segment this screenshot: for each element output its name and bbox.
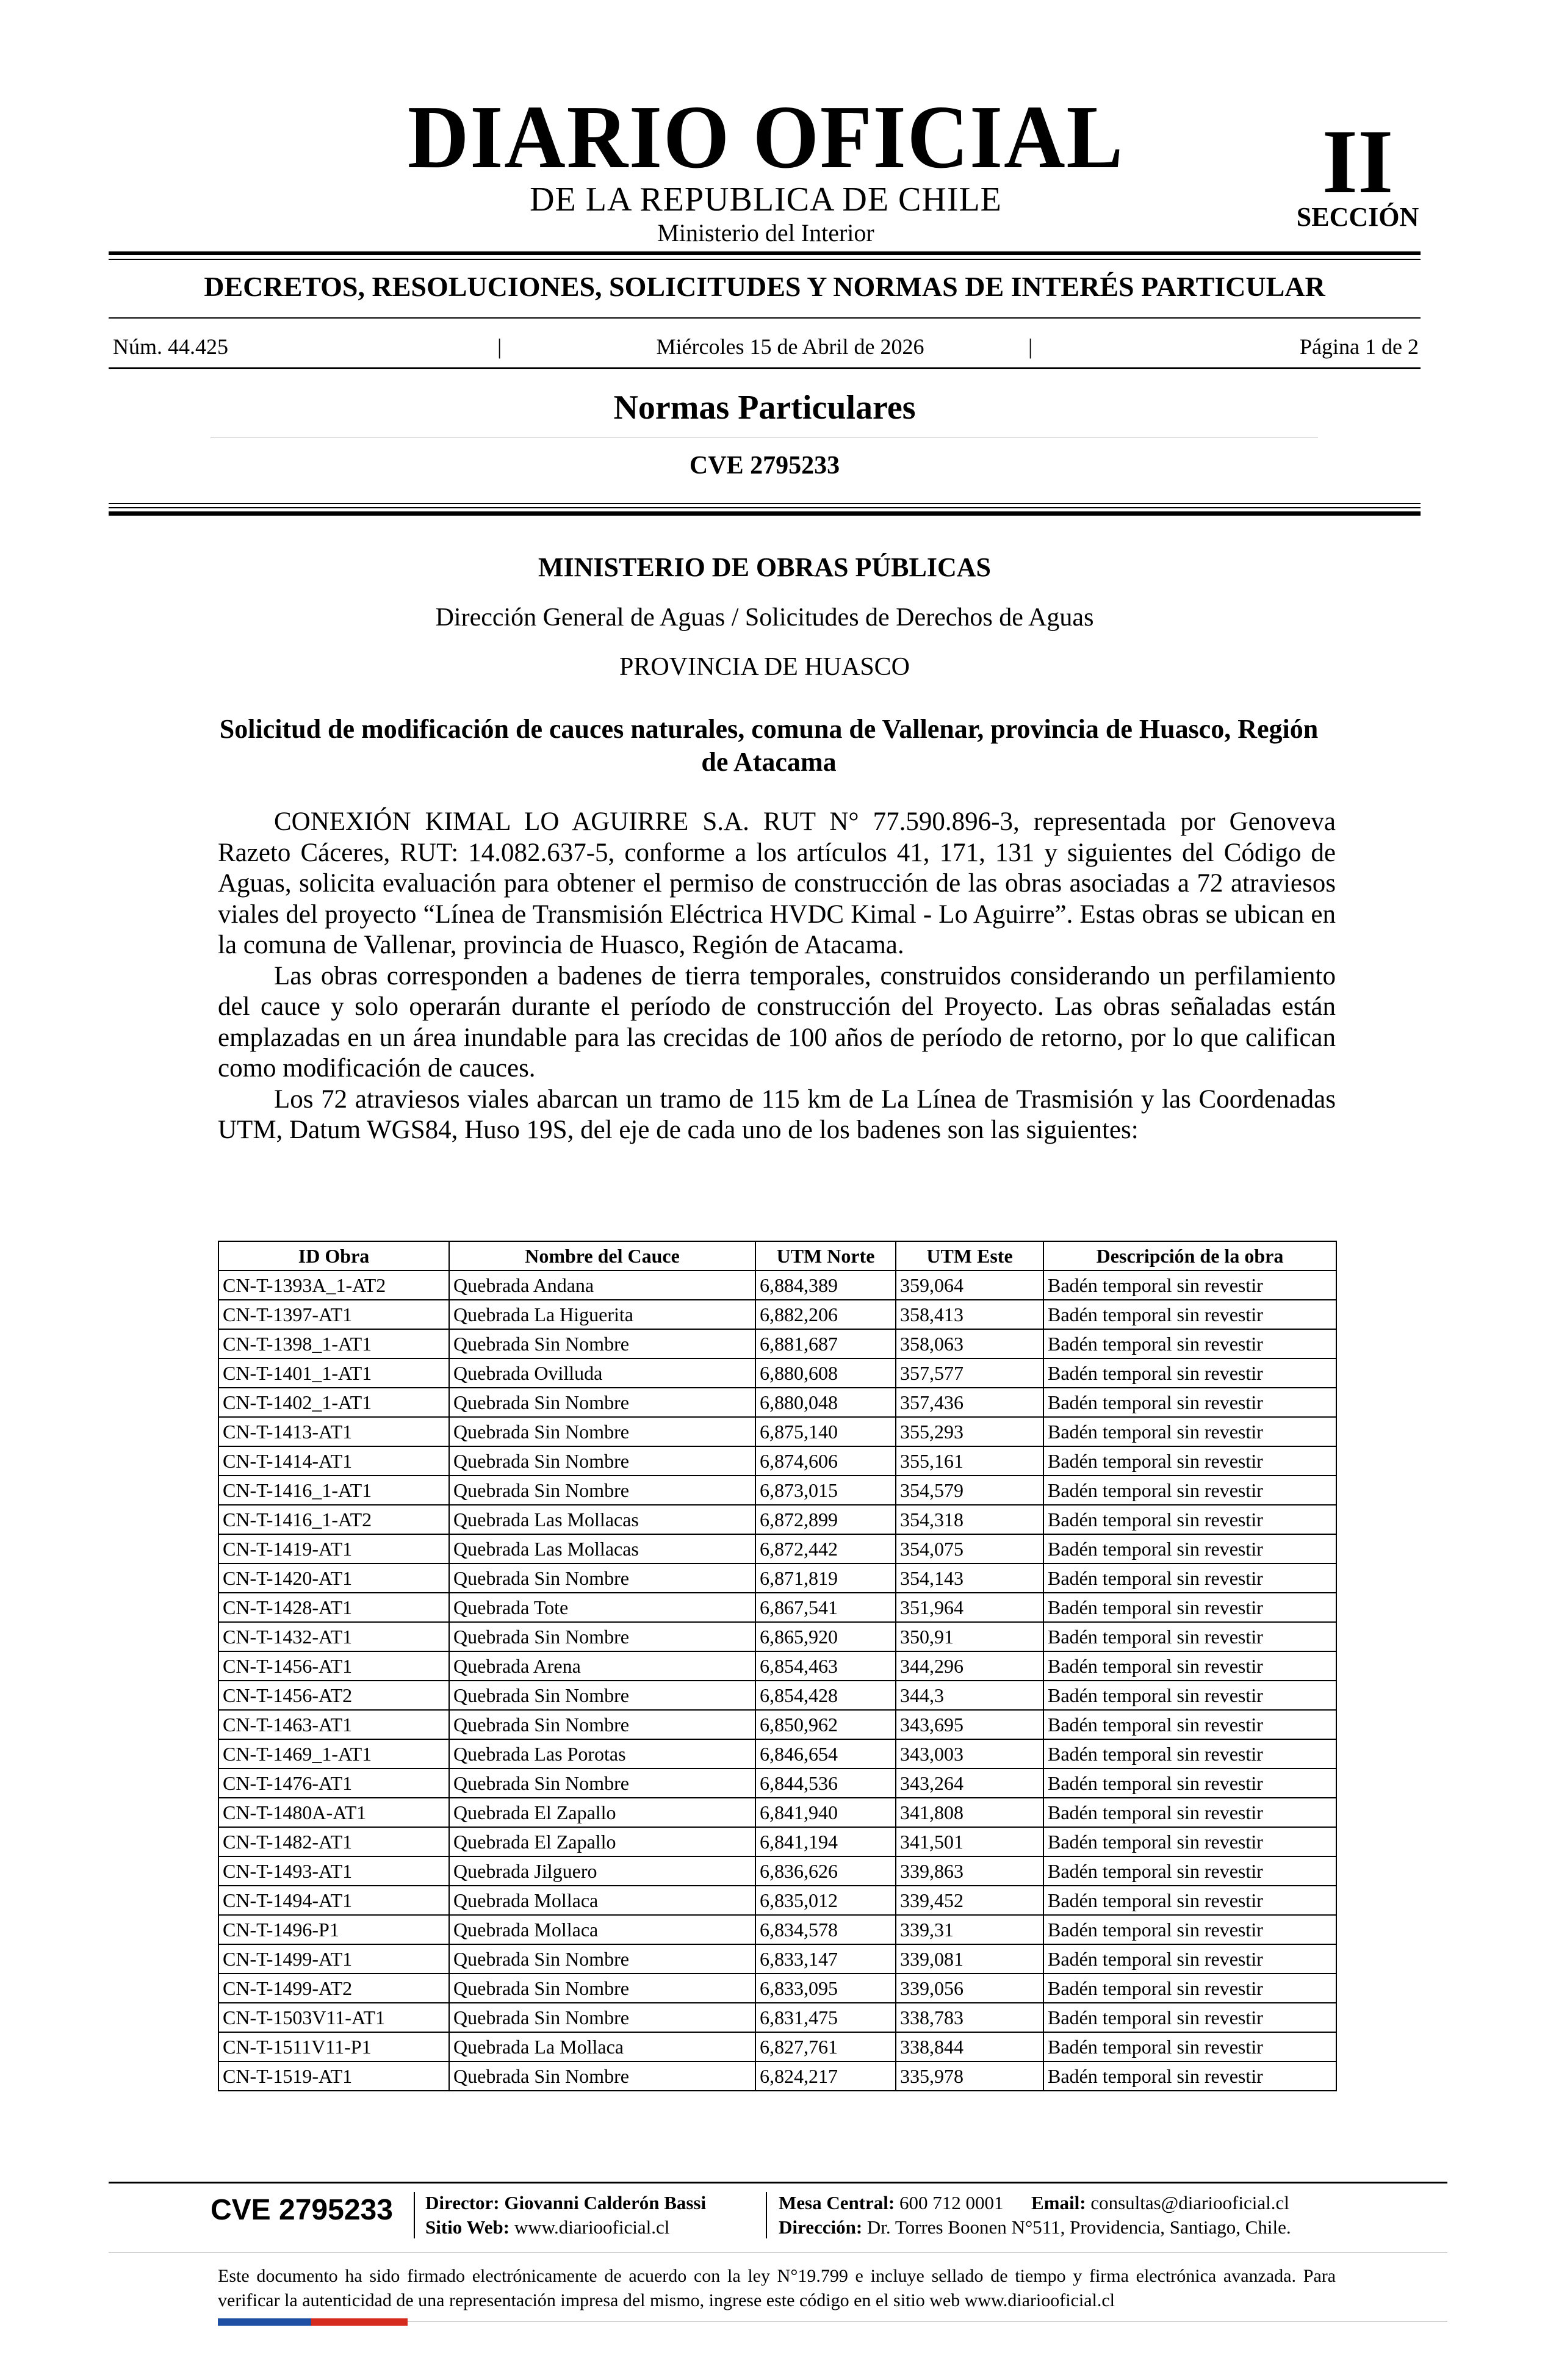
cell-utm-norte: 6,833,095 [755, 1974, 896, 2003]
table-row [218, 1798, 1336, 1827]
cell-descripcion: Badén temporal sin revestir [1043, 1769, 1336, 1798]
info-rule [109, 367, 1421, 369]
cell-id-obra: CN-T-1416_1-AT2 [218, 1505, 449, 1534]
cell-utm-este: 354,143 [896, 1563, 1043, 1593]
cve-code: CVE 2795233 [689, 452, 840, 480]
cell-id-obra: CN-T-1456-AT2 [218, 1681, 449, 1710]
header-descripcion: Descripción de la obra [1043, 1241, 1336, 1271]
cell-id-obra: CN-T-1402_1-AT1 [218, 1388, 449, 1417]
cell-utm-norte: 6,841,940 [755, 1798, 896, 1827]
cell-nombre-cauce: Quebrada Sin Nombre [449, 1446, 755, 1476]
cell-descripcion: Badén temporal sin revestir [1043, 2061, 1336, 2091]
cell-descripcion: Badén temporal sin revestir [1043, 1915, 1336, 1944]
cell-id-obra: CN-T-1463-AT1 [218, 1710, 449, 1739]
info-separator: | [1028, 334, 1033, 359]
cell-descripcion: Badén temporal sin revestir [1043, 1446, 1336, 1476]
paragraph: Las obras corresponden a badenes de tierra temporales, construidos considerando un perfilamiento del cauce y solo operarán durante el período de construcción del Proyecto. Las obras señaladas están emplazadas en un área inundable para las crecidas de 100 años de período de retorno, por lo que califican como modificación de cauces. [218, 961, 1336, 1083]
cell-utm-este: 358,413 [896, 1300, 1043, 1329]
cell-nombre-cauce: Quebrada Andana [449, 1271, 755, 1300]
document-title: Solicitud de modificación de cauces naturales, comuna de Vallenar, provincia de Huasco, Región de Atacama [219, 714, 1319, 777]
cell-nombre-cauce: Quebrada El Zapallo [449, 1798, 755, 1827]
cell-descripcion: Badén temporal sin revestir [1043, 1505, 1336, 1534]
cell-utm-norte: 6,827,761 [755, 2032, 896, 2061]
heading-rule [211, 437, 1318, 438]
director-value: Giovanni Calderón Bassi [504, 2192, 707, 2213]
website-label: Sitio Web: [425, 2216, 510, 2238]
cell-nombre-cauce: Quebrada La Mollaca [449, 2032, 755, 2061]
cell-id-obra: CN-T-1493-AT1 [218, 1856, 449, 1886]
table-row [218, 1534, 1336, 1563]
cell-id-obra: CN-T-1496-P1 [218, 1915, 449, 1944]
cell-descripcion: Badén temporal sin revestir [1043, 1271, 1336, 1300]
cell-nombre-cauce: Quebrada Sin Nombre [449, 1681, 755, 1710]
cell-descripcion: Badén temporal sin revestir [1043, 1329, 1336, 1358]
issue-date: Miércoles 15 de Abril de 2026 [656, 334, 924, 359]
footer-contact-block [779, 2191, 1291, 2240]
cell-utm-este: 344,3 [896, 1681, 1043, 1710]
cell-id-obra: CN-T-1499-AT1 [218, 1944, 449, 1974]
table-row [218, 1300, 1336, 1329]
top-rule-thick [109, 251, 1421, 255]
footer-cve-code: CVE 2795233 [211, 2194, 393, 2226]
header-id-obra: ID Obra [218, 1241, 449, 1271]
banner-rule [109, 317, 1421, 319]
coordinates-table [218, 1241, 1337, 2091]
direccion-heading: Dirección General de Aguas / Solicitudes de Derechos de Aguas [435, 604, 1094, 632]
cell-nombre-cauce: Quebrada El Zapallo [449, 1827, 755, 1856]
cell-utm-este: 339,31 [896, 1915, 1043, 1944]
table-row [218, 1886, 1336, 1915]
info-separator: | [497, 334, 502, 359]
director-label: Director: [425, 2192, 500, 2213]
footer-website [425, 2215, 706, 2240]
cell-utm-norte: 6,874,606 [755, 1446, 896, 1476]
cell-id-obra: CN-T-1397-AT1 [218, 1300, 449, 1329]
footer-director [425, 2191, 706, 2215]
header-utm-norte: UTM Norte [755, 1241, 896, 1271]
address-label: Dirección: [779, 2216, 863, 2238]
cell-utm-norte: 6,854,428 [755, 1681, 896, 1710]
header-nombre-cauce: Nombre del Cauce [449, 1241, 755, 1271]
cell-utm-norte: 6,872,899 [755, 1505, 896, 1534]
email-link[interactable]: consultas@diariooficial.cl [1090, 2192, 1289, 2213]
cell-descripcion: Badén temporal sin revestir [1043, 1622, 1336, 1651]
footer-contact-line [779, 2191, 1291, 2215]
cell-descripcion: Badén temporal sin revestir [1043, 1827, 1336, 1856]
cell-nombre-cauce: Quebrada Sin Nombre [449, 1417, 755, 1446]
cell-utm-este: 339,863 [896, 1856, 1043, 1886]
cell-utm-este: 335,978 [896, 2061, 1043, 2091]
cell-id-obra: CN-T-1398_1-AT1 [218, 1329, 449, 1358]
cell-utm-este: 354,579 [896, 1476, 1043, 1505]
section-banner: DECRETOS, RESOLUCIONES, SOLICITUDES Y NORMAS DE INTERÉS PARTICULAR [204, 271, 1325, 302]
cell-utm-este: 358,063 [896, 1329, 1043, 1358]
table-row [218, 1681, 1336, 1710]
section-number: II [1322, 111, 1394, 212]
cell-nombre-cauce: Quebrada Sin Nombre [449, 1622, 755, 1651]
website-link[interactable]: www.diariooficial.cl [514, 2216, 670, 2238]
cell-utm-norte: 6,872,442 [755, 1534, 896, 1563]
cell-descripcion: Badén temporal sin revestir [1043, 1534, 1336, 1563]
cell-descripcion: Badén temporal sin revestir [1043, 1739, 1336, 1769]
flag-bar-blue [218, 2318, 311, 2326]
cell-id-obra: CN-T-1428-AT1 [218, 1593, 449, 1622]
table-row [218, 2061, 1336, 2091]
cell-nombre-cauce: Quebrada Tote [449, 1593, 755, 1622]
cell-utm-norte: 6,882,206 [755, 1300, 896, 1329]
table-row [218, 1446, 1336, 1476]
footer-address-line [779, 2215, 1291, 2240]
header-utm-este: UTM Este [896, 1241, 1043, 1271]
cell-nombre-cauce: Quebrada Las Porotas [449, 1739, 755, 1769]
cell-utm-norte: 6,846,654 [755, 1739, 896, 1769]
cell-nombre-cauce: Quebrada Mollaca [449, 1886, 755, 1915]
cell-utm-este: 343,003 [896, 1739, 1043, 1769]
paragraph: Los 72 atraviesos viales abarcan un tramo de 115 km de La Línea de Trasmisión y las Coordenadas UTM, Datum WGS84, Huso 19S, del eje de cada uno de los badenes son las siguientes: [218, 1084, 1336, 1144]
cell-descripcion: Badén temporal sin revestir [1043, 1944, 1336, 1974]
cell-utm-norte: 6,841,194 [755, 1827, 896, 1856]
table-row [218, 2032, 1336, 2061]
cell-utm-norte: 6,844,536 [755, 1769, 896, 1798]
table-row [218, 1271, 1336, 1300]
cell-id-obra: CN-T-1401_1-AT1 [218, 1358, 449, 1388]
cell-id-obra: CN-T-1469_1-AT1 [218, 1739, 449, 1769]
cell-utm-norte: 6,873,015 [755, 1476, 896, 1505]
table-row [218, 1944, 1336, 1974]
cell-utm-este: 338,844 [896, 2032, 1043, 2061]
cell-nombre-cauce: Quebrada La Higuerita [449, 1300, 755, 1329]
cell-utm-este: 357,577 [896, 1358, 1043, 1388]
cell-utm-este: 350,91 [896, 1622, 1043, 1651]
cell-nombre-cauce: Quebrada Sin Nombre [449, 1476, 755, 1505]
table-header-row [218, 1241, 1336, 1271]
cell-descripcion: Badén temporal sin revestir [1043, 1476, 1336, 1505]
cell-utm-norte: 6,875,140 [755, 1417, 896, 1446]
cell-nombre-cauce: Quebrada Las Mollacas [449, 1505, 755, 1534]
flag-bar-red [311, 2318, 408, 2326]
masthead-title: DIARIO OFICIAL [407, 87, 1125, 187]
cell-descripcion: Badén temporal sin revestir [1043, 1710, 1336, 1739]
cell-utm-este: 357,436 [896, 1388, 1043, 1417]
cell-nombre-cauce: Quebrada Arena [449, 1651, 755, 1681]
table-row [218, 1739, 1336, 1769]
cell-utm-norte: 6,835,012 [755, 1886, 896, 1915]
table-row [218, 1622, 1336, 1651]
cell-utm-este: 339,056 [896, 1974, 1043, 2003]
cell-nombre-cauce: Quebrada Mollaca [449, 1915, 755, 1944]
footer-divider [414, 2192, 415, 2238]
table-row [218, 1563, 1336, 1593]
cell-utm-norte: 6,871,819 [755, 1563, 896, 1593]
cell-descripcion: Badén temporal sin revestir [1043, 1417, 1336, 1446]
paragraph: CONEXIÓN KIMAL LO AGUIRRE S.A. RUT N° 77.590.896-3, representada por Genoveva Razeto Cáceres, RUT: 14.082.637-5, conforme a los artículos 41, 171, 131 y siguientes del Código de Aguas, solicita evaluación para obtener el permiso de construcción de las obras asociadas a 72 atraviesos viales del proyecto “Línea de Transmisión Eléctrica HVDC Kimal - Lo Aguirre”. Estas obras se ubican en la comuna de Vallenar, provincia de Huasco, Región de Atacama. [218, 807, 1336, 959]
footer-rule-bottom [408, 2321, 1447, 2322]
cell-utm-norte: 6,881,687 [755, 1329, 896, 1358]
mesa-value: 600 712 0001 [899, 2192, 1004, 2213]
cell-id-obra: CN-T-1499-AT2 [218, 1974, 449, 2003]
cell-utm-norte: 6,834,578 [755, 1915, 896, 1944]
table-row [218, 2003, 1336, 2032]
table-row [218, 1856, 1336, 1886]
cell-id-obra: CN-T-1482-AT1 [218, 1827, 449, 1856]
cell-utm-norte: 6,854,463 [755, 1651, 896, 1681]
cell-utm-este: 343,264 [896, 1769, 1043, 1798]
cell-nombre-cauce: Quebrada Sin Nombre [449, 1388, 755, 1417]
cell-id-obra: CN-T-1420-AT1 [218, 1563, 449, 1593]
cell-descripcion: Badén temporal sin revestir [1043, 1593, 1336, 1622]
table-row [218, 1593, 1336, 1622]
cell-utm-este: 344,296 [896, 1651, 1043, 1681]
cell-nombre-cauce: Quebrada Sin Nombre [449, 1710, 755, 1739]
table-row [218, 1329, 1336, 1358]
ministry-heading: MINISTERIO DE OBRAS PÚBLICAS [538, 552, 992, 582]
cell-id-obra: CN-T-1419-AT1 [218, 1534, 449, 1563]
issue-info-bar [113, 330, 1419, 364]
cell-nombre-cauce: Quebrada Las Mollacas [449, 1534, 755, 1563]
cell-id-obra: CN-T-1519-AT1 [218, 2061, 449, 2091]
mesa-label: Mesa Central: [779, 2192, 895, 2213]
header-rule-thin-2 [109, 507, 1421, 508]
table-row [218, 1710, 1336, 1739]
table-row [218, 1476, 1336, 1505]
cell-utm-este: 354,318 [896, 1505, 1043, 1534]
table-row [218, 1827, 1336, 1856]
email-label: Email: [1031, 2192, 1086, 2213]
body-text [218, 807, 1336, 1146]
cell-descripcion: Badén temporal sin revestir [1043, 1388, 1336, 1417]
cell-nombre-cauce: Quebrada Ovilluda [449, 1358, 755, 1388]
cell-id-obra: CN-T-1432-AT1 [218, 1622, 449, 1651]
cell-id-obra: CN-T-1416_1-AT1 [218, 1476, 449, 1505]
cell-nombre-cauce: Quebrada Jilguero [449, 1856, 755, 1886]
cell-utm-este: 343,695 [896, 1710, 1043, 1739]
cell-descripcion: Badén temporal sin revestir [1043, 1798, 1336, 1827]
page-indicator: Página 1 de 2 [1300, 334, 1419, 359]
cell-id-obra: CN-T-1494-AT1 [218, 1886, 449, 1915]
header-rule-thin-1 [109, 503, 1421, 504]
footer-director-block [425, 2191, 706, 2240]
cell-utm-norte: 6,884,389 [755, 1271, 896, 1300]
cell-nombre-cauce: Quebrada Sin Nombre [449, 2061, 755, 2091]
cell-id-obra: CN-T-1413-AT1 [218, 1417, 449, 1446]
issue-number: Núm. 44.425 [113, 334, 228, 359]
section-label: SECCIÓN [1296, 202, 1419, 232]
cell-nombre-cauce: Quebrada Sin Nombre [449, 1563, 755, 1593]
masthead [0, 87, 1556, 250]
cell-id-obra: CN-T-1393A_1-AT2 [218, 1271, 449, 1300]
cell-utm-este: 354,075 [896, 1534, 1043, 1563]
cell-utm-este: 341,501 [896, 1827, 1043, 1856]
footer-divider [766, 2192, 767, 2238]
cell-utm-norte: 6,824,217 [755, 2061, 896, 2091]
cell-utm-este: 339,452 [896, 1886, 1043, 1915]
cell-id-obra: CN-T-1476-AT1 [218, 1769, 449, 1798]
table-row [218, 1769, 1336, 1798]
cell-utm-norte: 6,880,608 [755, 1358, 896, 1388]
cell-utm-este: 339,081 [896, 1944, 1043, 1974]
cell-utm-norte: 6,865,920 [755, 1622, 896, 1651]
cell-utm-norte: 6,833,147 [755, 1944, 896, 1974]
table-row [218, 1388, 1336, 1417]
table-row [218, 1651, 1336, 1681]
cell-utm-norte: 6,880,048 [755, 1388, 896, 1417]
table-row [218, 1974, 1336, 2003]
cell-utm-este: 338,783 [896, 2003, 1043, 2032]
cell-nombre-cauce: Quebrada Sin Nombre [449, 1329, 755, 1358]
cell-descripcion: Badén temporal sin revestir [1043, 1358, 1336, 1388]
cell-utm-este: 351,964 [896, 1593, 1043, 1622]
top-rule-thin [109, 259, 1421, 260]
table-body [218, 1271, 1336, 2091]
cell-nombre-cauce: Quebrada Sin Nombre [449, 2003, 755, 2032]
cell-nombre-cauce: Quebrada Sin Nombre [449, 1974, 755, 2003]
masthead-ministry: Ministerio del Interior [657, 219, 874, 247]
cell-descripcion: Badén temporal sin revestir [1043, 1886, 1336, 1915]
cell-id-obra: CN-T-1480A-AT1 [218, 1798, 449, 1827]
cell-descripcion: Badén temporal sin revestir [1043, 2032, 1336, 2061]
cell-descripcion: Badén temporal sin revestir [1043, 1651, 1336, 1681]
cell-utm-este: 355,161 [896, 1446, 1043, 1476]
table-row [218, 1358, 1336, 1388]
cell-id-obra: CN-T-1414-AT1 [218, 1446, 449, 1476]
header-rule-thick [109, 511, 1421, 516]
cell-descripcion: Badén temporal sin revestir [1043, 1974, 1336, 2003]
cell-utm-este: 341,808 [896, 1798, 1043, 1827]
address-value: Dr. Torres Boonen N°511, Providencia, Santiago, Chile. [866, 2216, 1291, 2238]
cell-descripcion: Badén temporal sin revestir [1043, 1300, 1336, 1329]
cell-descripcion: Badén temporal sin revestir [1043, 1681, 1336, 1710]
cell-utm-este: 359,064 [896, 1271, 1043, 1300]
footer-legal-notice: Este documento ha sido firmado electrónicamente de acuerdo con la ley N°19.799 e incluye sellado de tiempo y firma electrónica avanzada. Para verificar la autenticidad de una representación impresa del mismo, ingrese este código en el sitio web www.diariooficial.cl [218, 2266, 1336, 2310]
masthead-subtitle: DE LA REPUBLICA DE CHILE [530, 181, 1002, 218]
cell-id-obra: CN-T-1503V11-AT1 [218, 2003, 449, 2032]
cell-utm-este: 355,293 [896, 1417, 1043, 1446]
cell-nombre-cauce: Quebrada Sin Nombre [449, 1944, 755, 1974]
cell-utm-norte: 6,867,541 [755, 1593, 896, 1622]
cell-nombre-cauce: Quebrada Sin Nombre [449, 1769, 755, 1798]
cell-id-obra: CN-T-1511V11-P1 [218, 2032, 449, 2061]
cell-descripcion: Badén temporal sin revestir [1043, 1856, 1336, 1886]
cell-utm-norte: 6,836,626 [755, 1856, 896, 1886]
table-row [218, 1417, 1336, 1446]
section-heading: Normas Particulares [613, 389, 916, 427]
footer-rule-top [109, 2182, 1447, 2183]
table-row [218, 1505, 1336, 1534]
cell-descripcion: Badén temporal sin revestir [1043, 1563, 1336, 1593]
table-row [218, 1915, 1336, 1944]
cell-utm-norte: 6,850,962 [755, 1710, 896, 1739]
provincia-heading: PROVINCIA DE HUASCO [619, 653, 910, 681]
cell-descripcion: Badén temporal sin revestir [1043, 2003, 1336, 2032]
cell-utm-norte: 6,831,475 [755, 2003, 896, 2032]
cell-id-obra: CN-T-1456-AT1 [218, 1651, 449, 1681]
